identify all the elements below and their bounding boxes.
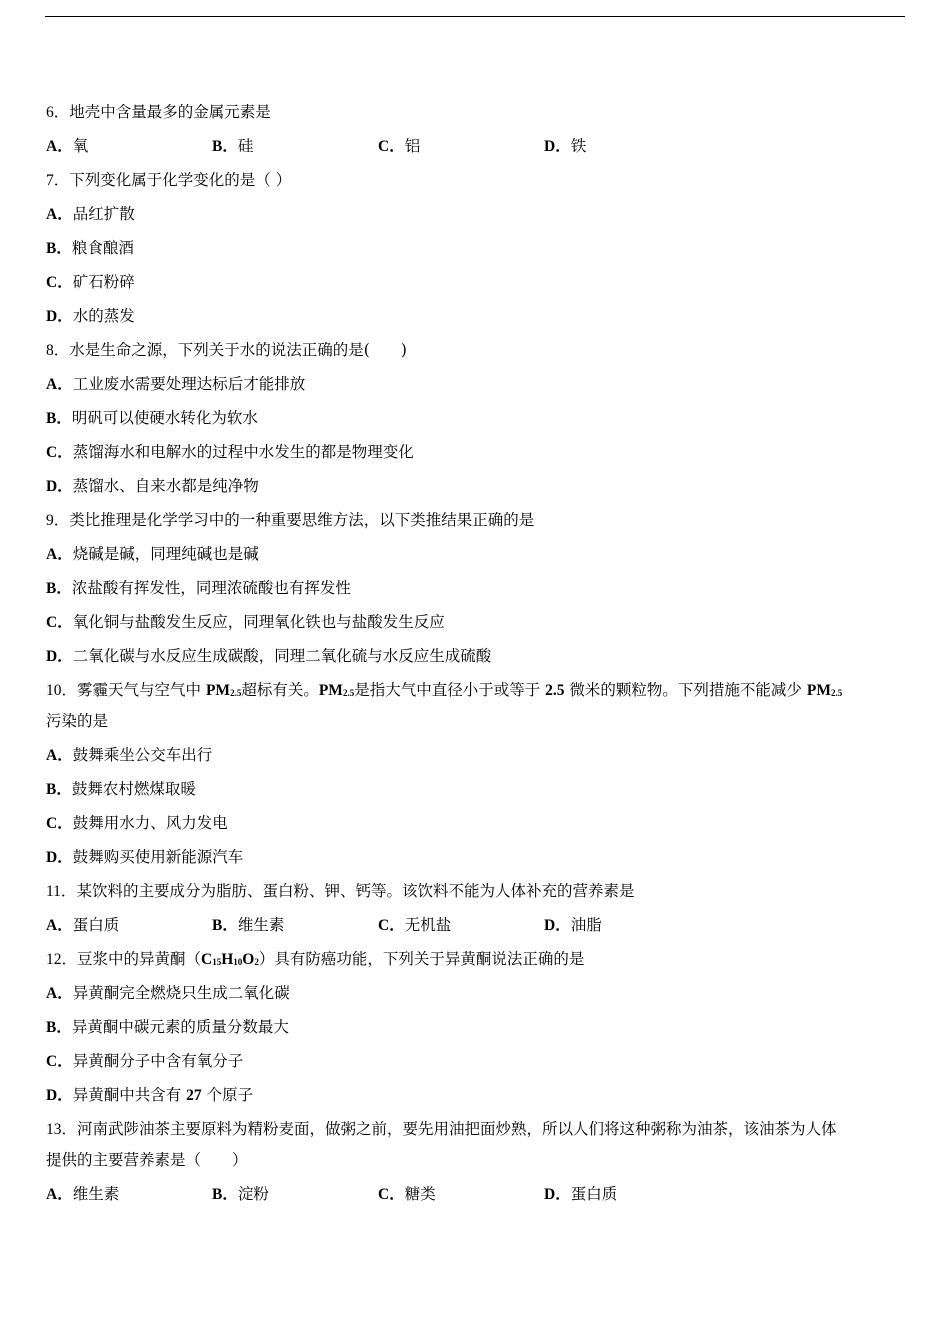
question-text: 雾霾天气与空气中 [77, 681, 206, 699]
option-label: B． [46, 240, 72, 257]
option-text: 异黄酮中碳元素的质量分数最大 [71, 1018, 289, 1036]
question-number: 7． [46, 172, 70, 189]
option-label: A． [46, 985, 73, 1002]
formula-subscript: 2 [254, 957, 259, 967]
option-b[interactable] [46, 775, 906, 809]
option-a[interactable] [46, 979, 906, 1013]
option-text: 维生素 [72, 1185, 120, 1203]
options-row-13 [46, 1180, 906, 1214]
option-text: 矿石粉碎 [72, 273, 135, 291]
option-text: 氧 [72, 137, 89, 155]
option-label: C． [46, 614, 73, 631]
question-text: 下列变化属于化学变化的是（ ） [69, 171, 292, 189]
option-label: D． [46, 648, 73, 665]
option-label: A． [46, 1186, 73, 1203]
question-11 [46, 877, 906, 911]
option-label: A． [46, 138, 73, 155]
option-text: 异黄酮中共含有 [72, 1086, 187, 1104]
option-label: B． [212, 917, 238, 934]
option-d[interactable] [46, 472, 906, 506]
option-text: 异黄酮分子中含有氧分子 [72, 1052, 244, 1070]
option-a[interactable] [46, 540, 906, 574]
option-label: B． [212, 1186, 238, 1203]
option-d[interactable] [46, 642, 906, 676]
question-text: 某饮料的主要成分为脂肪、蛋白粉、钾、钙等。该饮料不能为人体补充的营养素是 [76, 882, 635, 900]
number-value: 2.5 [545, 682, 565, 699]
option-c[interactable] [46, 608, 906, 642]
option-b[interactable] [212, 911, 378, 945]
question-text: 是指大气中直径小于或等于 [354, 681, 546, 699]
pm-subscript: 2.5 [830, 688, 843, 698]
option-label: D． [46, 478, 73, 495]
question-text: 超标有关。 [241, 681, 319, 699]
question-13-continued [46, 1146, 906, 1180]
option-text: 淀粉 [237, 1185, 269, 1203]
question-8 [46, 336, 906, 370]
option-text: 无机盐 [404, 916, 452, 934]
option-d[interactable] [46, 1081, 906, 1115]
option-text: 烧碱是碱，同理纯碱也是碱 [72, 545, 259, 563]
option-label: D． [46, 1087, 73, 1104]
option-text: 糖类 [404, 1185, 436, 1203]
option-label: C． [378, 917, 405, 934]
option-text: 鼓舞用水力、风力发电 [72, 814, 228, 832]
question-text: 污染的是 [46, 712, 109, 730]
option-d[interactable] [544, 911, 710, 945]
option-label: A． [46, 546, 73, 563]
option-c[interactable] [46, 1047, 906, 1081]
question-text: 水是生命之源，下列关于水的说法正确的是( ) [69, 341, 407, 359]
option-a[interactable] [46, 370, 906, 404]
option-label: A． [46, 376, 73, 393]
formula-subscript: 10 [233, 957, 243, 967]
option-text: 蛋白质 [72, 916, 120, 934]
pm-subscript: 2.5 [342, 688, 355, 698]
pm-term: PM [205, 682, 231, 699]
option-a[interactable] [46, 911, 212, 945]
option-text: 硅 [237, 137, 254, 155]
option-c[interactable] [378, 1180, 544, 1214]
option-b[interactable] [212, 132, 378, 166]
options-row-6 [46, 132, 906, 166]
formula-element: H [221, 951, 234, 968]
exam-content [46, 98, 906, 1214]
option-text: 粮食酿酒 [71, 239, 134, 257]
option-text: 工业废水需要处理达标后才能排放 [72, 375, 306, 393]
option-text: 鼓舞乘坐公交车出行 [72, 746, 213, 764]
question-13 [46, 1115, 906, 1146]
question-number: 11． [46, 883, 77, 900]
option-text: 蒸馏水、自来水都是纯净物 [72, 477, 259, 495]
question-number: 9． [46, 512, 70, 529]
question-number: 12． [46, 951, 78, 968]
formula-element: C [201, 951, 213, 968]
question-12 [46, 945, 906, 979]
question-number: 13． [46, 1121, 78, 1138]
option-text: 铝 [404, 137, 421, 155]
pm-term: PM [318, 682, 343, 699]
option-c[interactable] [46, 438, 906, 472]
option-text: 蒸馏海水和电解水的过程中水发生的都是物理变化 [72, 443, 414, 461]
options-row-11 [46, 911, 906, 945]
formula-element: O [242, 951, 255, 968]
option-c[interactable] [378, 132, 544, 166]
option-label: D． [544, 138, 571, 155]
pm-term: PM [806, 682, 831, 699]
option-label: A． [46, 917, 73, 934]
question-text: 微米的颗粒物。下列措施不能减少 [564, 681, 807, 699]
option-text: 明矾可以使硬水转化为软水 [71, 409, 258, 427]
option-label: C． [46, 1053, 73, 1070]
option-label: D． [46, 849, 73, 866]
header-rule [45, 16, 905, 17]
option-text: 品红扩散 [72, 205, 135, 223]
option-text: 油脂 [570, 916, 602, 934]
option-text: 氧化铜与盐酸发生反应，同理氧化铁也与盐酸发生反应 [72, 613, 445, 631]
option-label: B． [46, 1019, 72, 1036]
question-text: 类比推理是化学学习中的一种重要思维方法，以下类推结果正确的是 [69, 511, 535, 529]
question-number: 6． [46, 104, 70, 121]
question-text: 豆浆中的异黄酮（ [77, 950, 202, 968]
option-b[interactable] [46, 234, 906, 268]
option-c[interactable] [46, 268, 906, 302]
question-text: ）具有防癌功能，下列关于异黄酮说法正确的是 [258, 950, 585, 968]
question-6 [46, 98, 906, 132]
option-text: 鼓舞购买使用新能源汽车 [72, 848, 244, 866]
option-label: C． [46, 815, 73, 832]
option-label: B． [46, 781, 72, 798]
option-text: 浓盐酸有挥发性，同理浓硫酸也有挥发性 [71, 579, 351, 597]
option-label: C． [46, 274, 73, 291]
option-b[interactable] [46, 1013, 906, 1047]
question-text: 河南武陟油茶主要原料为精粉麦面，做粥之前，要先用油把面炒熟，所以人们将这种粥称为油茶，该油茶为人体 [77, 1120, 837, 1138]
question-number: 10． [46, 682, 78, 699]
option-label: B． [212, 138, 238, 155]
question-text: 地壳中含量最多的金属元素是 [69, 103, 271, 121]
option-b[interactable] [46, 404, 906, 438]
option-label: C． [46, 444, 73, 461]
option-label: B． [46, 580, 72, 597]
question-number: 8． [46, 342, 70, 359]
option-label: D． [544, 1186, 571, 1203]
pm-subscript: 2.5 [230, 688, 242, 698]
option-label: D． [46, 308, 73, 325]
option-text: 二氧化碳与水反应生成碳酸，同理二氧化硫与水反应生成硫酸 [72, 647, 492, 665]
question-10-continued [46, 707, 906, 741]
option-d[interactable] [46, 843, 906, 877]
option-text: 蛋白质 [570, 1185, 618, 1203]
option-text: 铁 [570, 137, 587, 155]
question-9 [46, 506, 906, 540]
option-text: 异黄酮完全燃烧只生成二氧化碳 [72, 984, 290, 1002]
option-text: 鼓舞农村燃煤取暖 [71, 780, 196, 798]
option-a[interactable] [46, 200, 906, 234]
option-text: 维生素 [237, 916, 285, 934]
option-label: A． [46, 206, 73, 223]
question-10 [46, 676, 906, 707]
formula-subscript: 15 [212, 957, 222, 967]
option-a[interactable] [46, 741, 906, 775]
option-label: B． [46, 410, 72, 427]
option-label: D． [544, 917, 571, 934]
option-label: A． [46, 747, 73, 764]
option-b[interactable] [212, 1180, 378, 1214]
option-c[interactable] [46, 809, 906, 843]
option-a[interactable] [46, 132, 212, 166]
option-a[interactable] [46, 1180, 212, 1214]
option-d[interactable] [544, 132, 710, 166]
option-label: C． [378, 1186, 405, 1203]
option-d[interactable] [46, 302, 906, 336]
option-text: 个原子 [201, 1086, 254, 1104]
option-c[interactable] [378, 911, 544, 945]
option-b[interactable] [46, 574, 906, 608]
option-d[interactable] [544, 1180, 710, 1214]
number-value: 27 [186, 1087, 202, 1104]
option-text: 水的蒸发 [72, 307, 135, 325]
option-label: C． [378, 138, 405, 155]
question-text: 提供的主要营养素是（ ） [46, 1151, 248, 1169]
question-7 [46, 166, 906, 200]
